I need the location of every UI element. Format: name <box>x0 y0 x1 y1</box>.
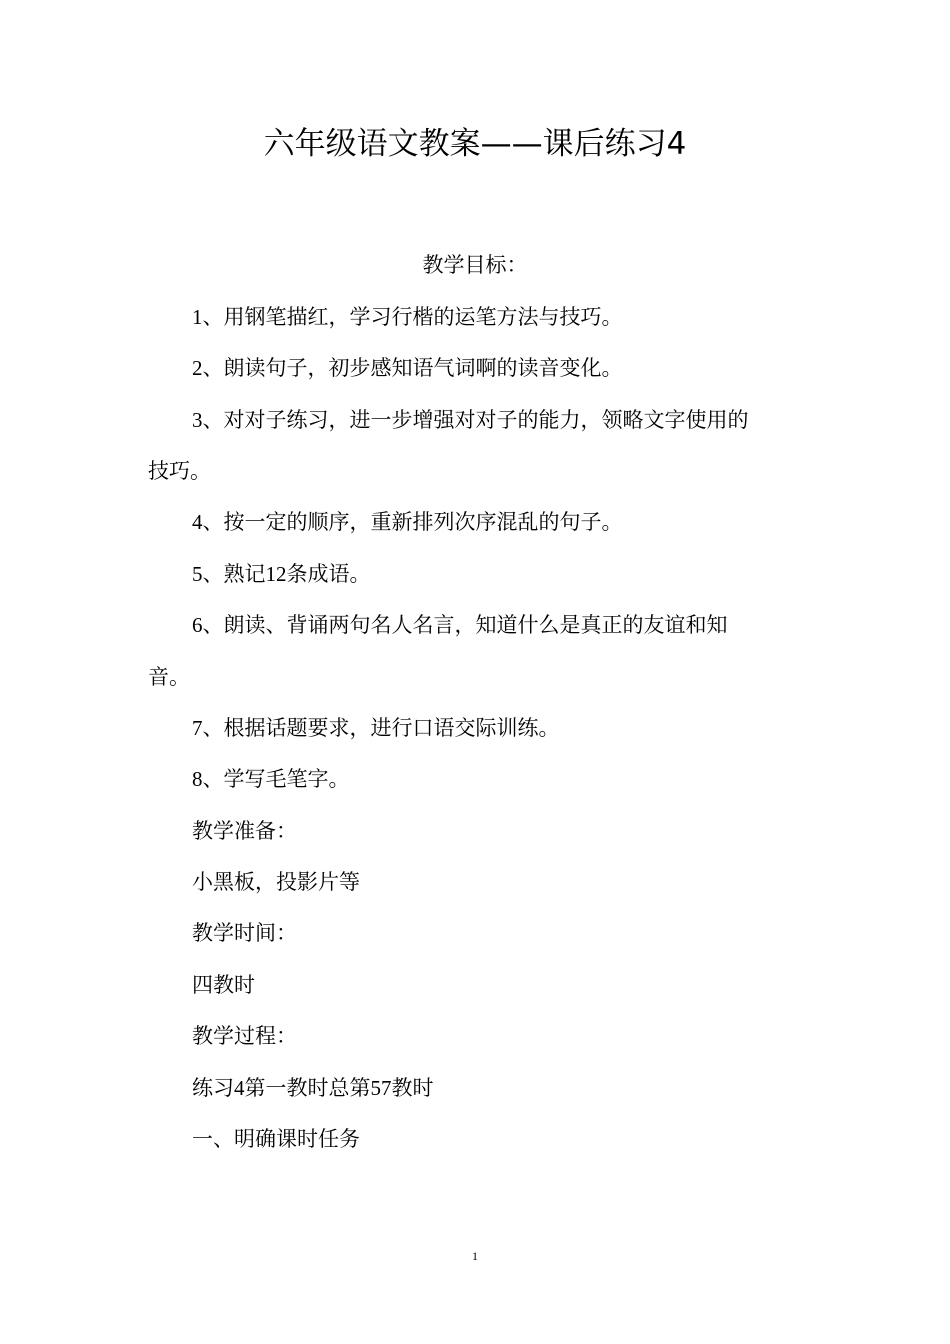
objective-number: 8 <box>192 767 203 791</box>
objective-text: 、朗读、背诵两句名人名言，知道什么是真正的友谊和知 <box>202 613 728 637</box>
objective-item-7 <box>192 713 560 743</box>
objective-text: 、根据话题要求，进行口语交际训练。 <box>202 716 560 740</box>
objective-number: 1 <box>192 305 203 329</box>
objective-item-5 <box>192 559 371 589</box>
objective-text: 条成语。 <box>286 562 371 586</box>
process-heading: 教学过程： <box>192 1024 297 1048</box>
objective-inline-number: 12 <box>265 562 287 586</box>
objective-item-2 <box>192 353 623 383</box>
time-text: 四教时 <box>192 973 255 997</box>
objective-item-6-continuation: 音。 <box>148 665 190 689</box>
preparation-text: 小黑板，投影片等 <box>192 870 360 894</box>
objective-text: 、按一定的顺序，重新排列次序混乱的句子。 <box>202 510 623 534</box>
objective-item-8 <box>192 764 350 794</box>
lesson-line-part-b: 第一教时总第 <box>244 1076 371 1100</box>
objective-item-3-continuation: 技巧。 <box>148 459 211 483</box>
objectives-heading: 教学目标： <box>422 253 528 277</box>
objective-item-1 <box>192 302 623 332</box>
objective-number: 3 <box>192 408 203 432</box>
objective-number: 5 <box>192 562 203 586</box>
lesson-line <box>192 1073 434 1103</box>
page-number: 1 <box>472 1249 478 1263</box>
section-one-heading: 一、明确课时任务 <box>192 1127 360 1151</box>
objective-item-4 <box>192 507 623 537</box>
objective-item-6 <box>192 610 728 640</box>
lesson-line-part-a: 练习 <box>192 1076 234 1100</box>
objective-text: 、学写毛笔字。 <box>202 767 350 791</box>
objective-number: 4 <box>192 510 203 534</box>
objective-text: 、用钢笔描红，学习行楷的运笔方法与技巧。 <box>202 305 623 329</box>
preparation-heading: 教学准备： <box>192 819 297 843</box>
document-title: 六年级语文教案——课后练习4 <box>263 126 687 162</box>
lesson-line-number-1: 4 <box>234 1076 245 1100</box>
lesson-line-part-c: 教时 <box>391 1076 434 1100</box>
objective-number: 2 <box>192 356 203 380</box>
objective-item-3 <box>192 405 749 435</box>
objective-number: 6 <box>192 613 203 637</box>
lesson-line-number-2: 57 <box>370 1076 392 1100</box>
time-heading: 教学时间： <box>192 921 297 945</box>
objective-number: 7 <box>192 716 203 740</box>
objective-text-prefix: 、熟记 <box>202 562 266 586</box>
objective-text: 、朗读句子，初步感知语气词啊的读音变化。 <box>202 356 623 380</box>
objective-text: 、对对子练习，进一步增强对对子的能力，领略文字使用的 <box>202 408 749 432</box>
